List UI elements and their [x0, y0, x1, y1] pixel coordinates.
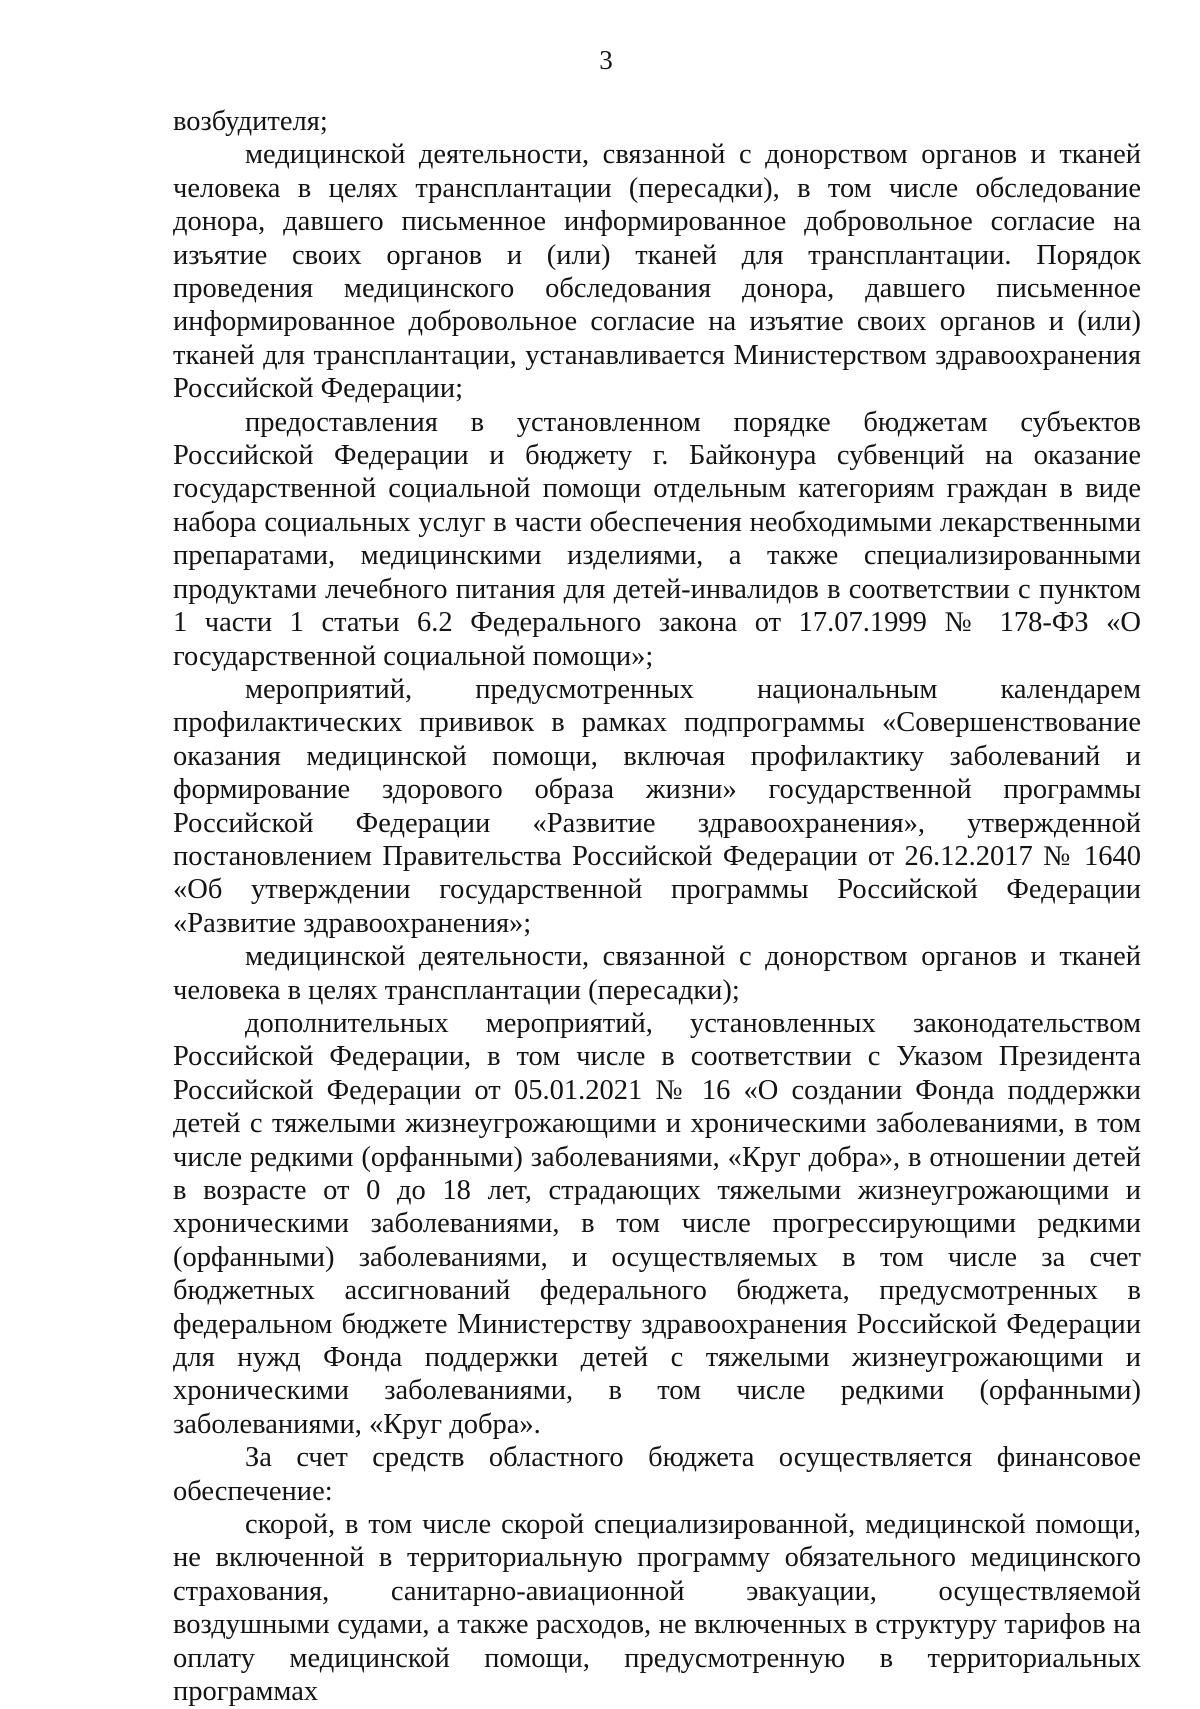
paragraph-emergency-care: скорой, в том числе скорой специализированной, медицинской помощи, не включенной в территориальную программу обязательного медицинского страхования, санитарно-авиационной эвакуации, осуществляемой воздушными судами, а также расходов, не включенных в структуру тарифов на оплату медицинской помощи, предусмотренную в территориальных программах: [173, 1509, 1141, 1708]
paragraph-krug-dobra-fund: дополнительных мероприятий, установленных законодательством Российской Федерации, в том числе в соответствии с Указом Президента Российской Федерации от 05.01.2021 № 16 «О создании Фонда поддержки детей с тяжелыми жизнеугрожающими и хроническими заболеваниями, в том числе редкими (орфанными) заболеваниями, «Круг добра», в отношении детей в возрасте от 0 до 18 лет, страдающих тяжелыми жизнеугрожающими и хроническими заболеваниями, в том числе прогрессирующими редкими (орфанными) заболеваниями, и осуществляемых в том числе за счет бюджетных ассигнований федерального бюджета, предусмотренных в федеральном бюджете Министерству здравоохранения Российской Федерации для нужд Фонда поддержки детей с тяжелыми жизнеугрожающими и хроническими заболеваниями, в том числе редкими (орфанными) заболеваниями, «Круг добра».: [173, 1007, 1141, 1440]
paragraph-vaccination-calendar: мероприятий, предусмотренных национальным календарем профилактических прививок в рамках подпрограммы «Совершенствование оказания медицинской помощи, включая профилактику заболеваний и формирование здорового образа жизни» государственной программы Российской Федерации «Развитие здравоохранения», утвержденной постановлением Правительства Российской Федерации от 26.12.2017 № 1640 «Об утверждении государственной программы Российской Федерации «Развитие здравоохранения»;: [173, 673, 1141, 939]
document-body: [173, 105, 1141, 1709]
paragraph-pathogen: возбудителя;: [173, 106, 328, 137]
paragraph-social-assistance-subventions: предоставления в установленном порядке бюджетам субъектов Российской Федерации и бюджету г. Байконура субвенций на оказание государственной социальной помощи отдельным категориям граждан в виде набора социальных услуг в части обеспечения необходимыми лекарственными препаратами, медицинскими изделиями, а также специализированными продуктами лечебного питания для детей-инвалидов в соответствии с пунктом 1 части 1 статьи 6.2 Федерального закона от 17.07.1999 № 178-ФЗ «О государственной социальной помощи»;: [173, 406, 1141, 672]
page-number: 3: [599, 45, 613, 75]
paragraph-donor-transplant-examination: медицинской деятельности, связанной с донорством органов и тканей человека в целях трансплантации (пересадки), в том числе обследование донора, давшего письменное информированное добровольное согласие на изъятие своих органов и (или) тканей для трансплантации. Порядок проведения медицинского обследования донора, давшего письменное информированное добровольное согласие на изъятие своих органов и (или) тканей для трансплантации, устанавливается Министерством здравоохранения Российской Федерации;: [173, 139, 1141, 405]
paragraph-donor-transplant-activity: медицинской деятельности, связанной с донорством органов и тканей человека в целях трансплантации (пересадки);: [173, 941, 1141, 1006]
paragraph-regional-budget-intro: За счет средств областного бюджета осуществляется финансовое обеспечение:: [173, 1442, 1141, 1507]
